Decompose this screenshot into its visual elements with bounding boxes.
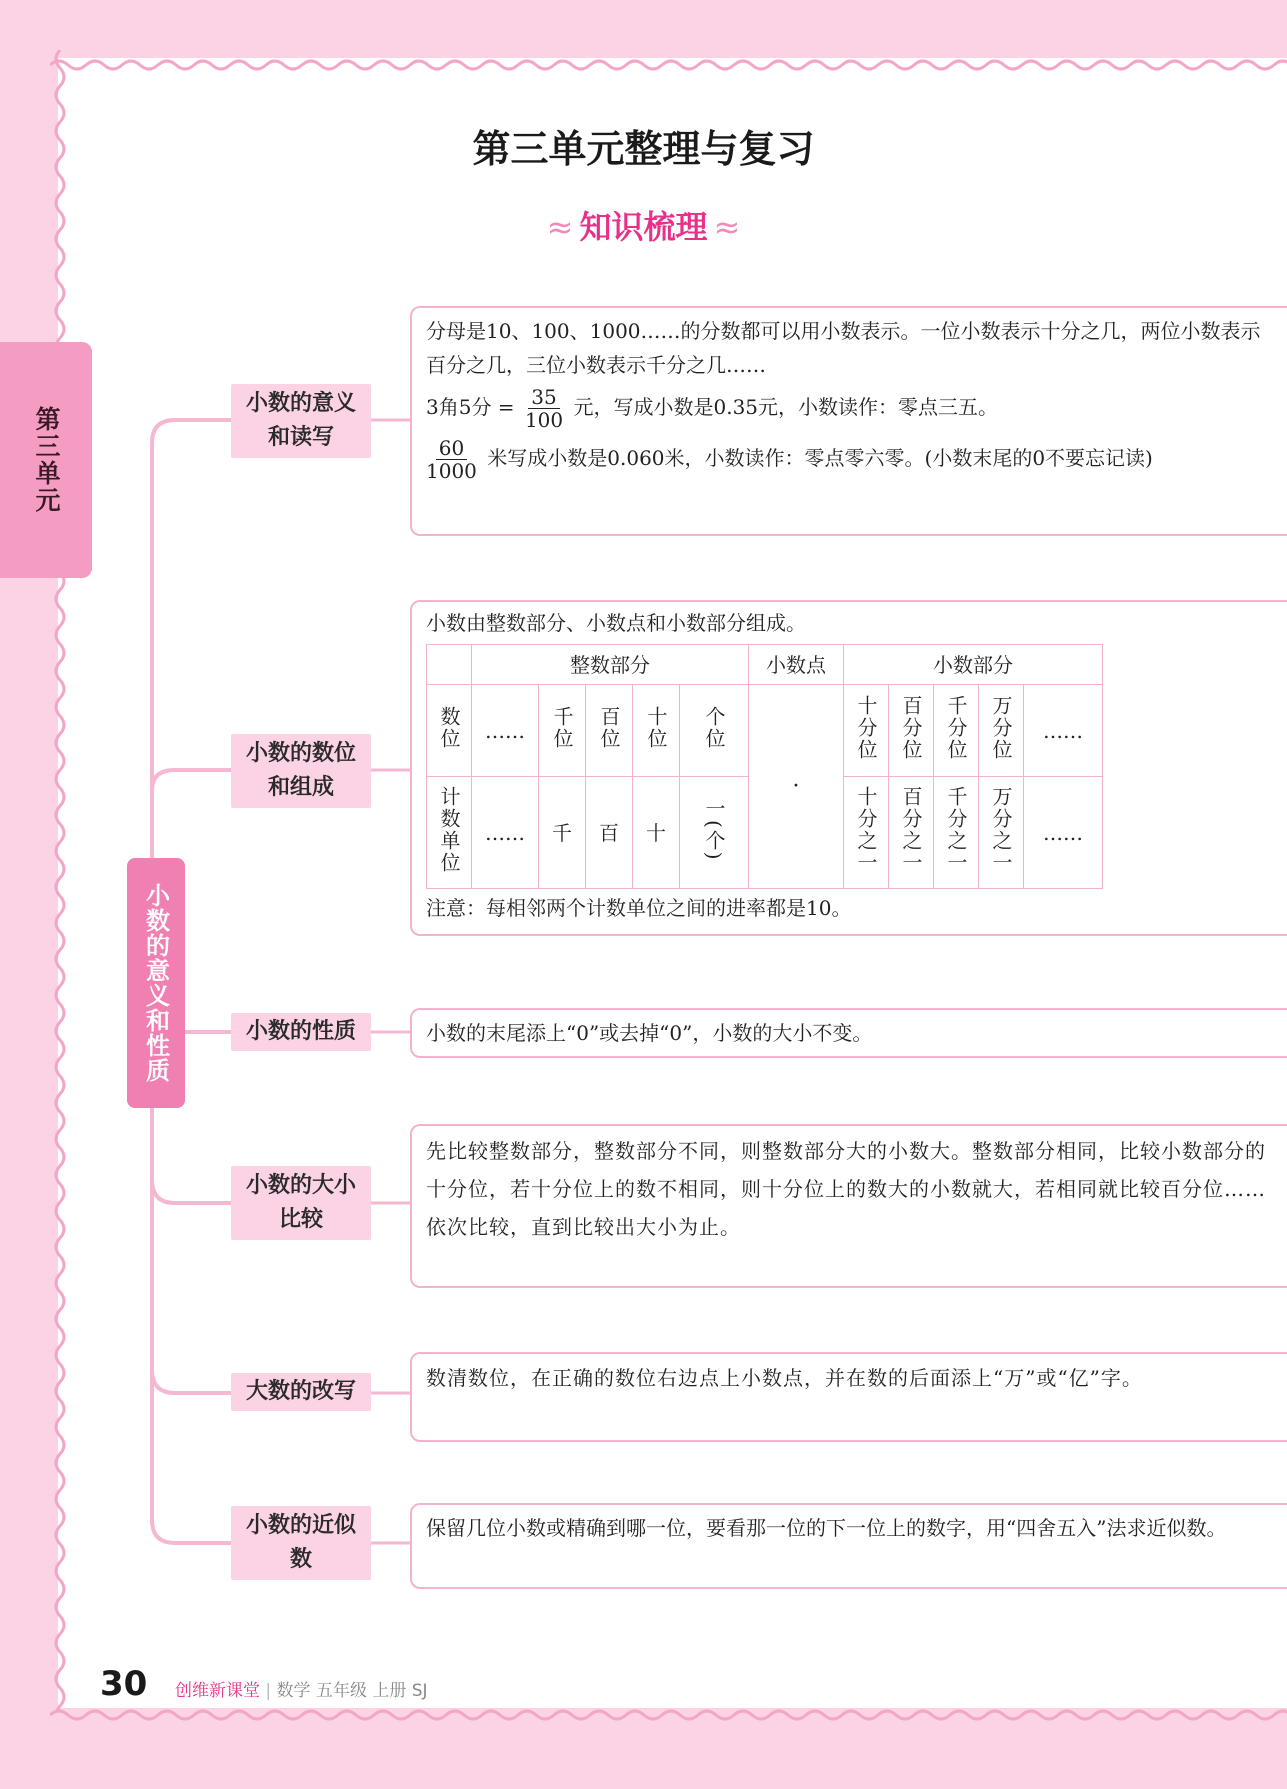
cell: 百 xyxy=(586,777,633,889)
wavy-border-bottom xyxy=(50,1700,1287,1730)
fraction: $\frac{35}{100}$ xyxy=(524,385,564,432)
box-decimal-meaning xyxy=(410,306,1287,536)
node-decimal-places: 小数的数位和组成 xyxy=(231,734,371,808)
text: 数清数位，在正确的数位右边点上小数点，并在数的后面添上“万”或“亿”字。 xyxy=(426,1366,1143,1390)
wave-deco-icon: ≈ xyxy=(546,208,574,246)
page-number: 30 xyxy=(100,1664,148,1704)
cell: …… xyxy=(472,777,539,889)
cell: 千分之一 xyxy=(944,786,968,874)
note-text: 注意：每相邻两个计数单位之间的进率都是10。 xyxy=(426,896,852,920)
cell: …… xyxy=(1024,685,1103,777)
section-heading-text: 知识梳理 xyxy=(579,208,708,246)
cell: 十分之一 xyxy=(854,786,878,874)
center-topic-label: 小数的意义和性质 xyxy=(141,883,170,1083)
text: 保留几位小数或精确到哪一位，要看那一位的下一位上的数字，用“四舍五入”法求近似数。 xyxy=(426,1516,1227,1540)
cell: 万分位 xyxy=(989,695,1013,761)
page-title: 第三单元整理与复习 xyxy=(472,127,815,171)
footer-info: 创维新课堂 | 数学 五年级 上册 SJ xyxy=(175,1681,428,1701)
box-large-number xyxy=(410,1352,1287,1442)
intro-text: 小数由整数部分、小数点和小数部分组成。 xyxy=(426,611,806,635)
cell: 十 xyxy=(633,777,680,889)
formula-line: 3角5分 = $\frac{35}{100}$ 元，写成小数是0.35元，小数读作：零点三五。 xyxy=(426,385,999,432)
box-approximation xyxy=(410,1503,1287,1589)
cell: 十分位 xyxy=(854,695,878,761)
node-decimal-property: 小数的性质 xyxy=(231,1013,371,1051)
header-integer: 整数部分 xyxy=(472,645,749,685)
text: 先比较整数部分，整数部分不同，则整数部分大的小数大。整数部分相同，比较小数部分的十分位，若十分位上的数不相同，则十分位上的数大的小数就大，若相同就比较百分位……依次比较，直到比较出大小为止。 xyxy=(426,1139,1266,1239)
box-decimal-property xyxy=(410,1008,1287,1058)
center-topic xyxy=(127,858,185,1108)
cell: 十位 xyxy=(644,706,668,750)
fraction: $\frac{60}{1000}$ xyxy=(426,436,477,483)
cell: 百位 xyxy=(597,706,621,750)
cell: …… xyxy=(1024,777,1103,889)
cell: 百分位 xyxy=(899,695,923,761)
cell: …… xyxy=(472,685,539,777)
wave-deco-icon: ≈ xyxy=(713,208,741,246)
cell: 千位 xyxy=(550,706,574,750)
box-decimal-places xyxy=(410,600,1287,936)
cell: 个位 xyxy=(702,706,726,750)
text-line: 分母是10、100、1000……的分数都可以用小数表示。一位小数表示十分之几，两位小数表示百分之几，三位小数表示千分之几…… xyxy=(426,319,1261,377)
node-decimal-meaning: 小数的意义和读写 xyxy=(231,384,371,458)
footer-brand: 创维新课堂 xyxy=(175,1681,260,1701)
node-decimal-compare: 小数的大小比较 xyxy=(231,1166,371,1240)
place-value-table xyxy=(426,644,1103,889)
box-decimal-compare xyxy=(410,1124,1287,1288)
unit-tab-label: 第三单元 xyxy=(32,406,61,514)
decimal-point: · xyxy=(749,685,844,889)
row-label: 数位 xyxy=(437,706,461,750)
cell: 千分位 xyxy=(944,695,968,761)
row-label: 计数单位 xyxy=(437,786,461,874)
cell: 万分之一 xyxy=(989,786,1013,874)
cell: 一(个) xyxy=(702,798,726,862)
cell: 千 xyxy=(539,777,586,889)
header-decimal: 小数部分 xyxy=(844,645,1103,685)
text: 小数的末尾添上“0”或去掉“0”，小数的大小不变。 xyxy=(426,1021,873,1045)
node-large-number: 大数的改写 xyxy=(231,1373,371,1411)
footer-details: 数学 五年级 上册 SJ xyxy=(276,1681,428,1701)
cell: 百分之一 xyxy=(899,786,923,874)
node-approximation: 小数的近似数 xyxy=(231,1506,371,1580)
header-point: 小数点 xyxy=(749,645,844,685)
formula-line: $\frac{60}{1000}$ 米写成小数是0.060米，小数读作：零点零六零。(小数末尾的0不要忘记读) xyxy=(426,436,1153,483)
